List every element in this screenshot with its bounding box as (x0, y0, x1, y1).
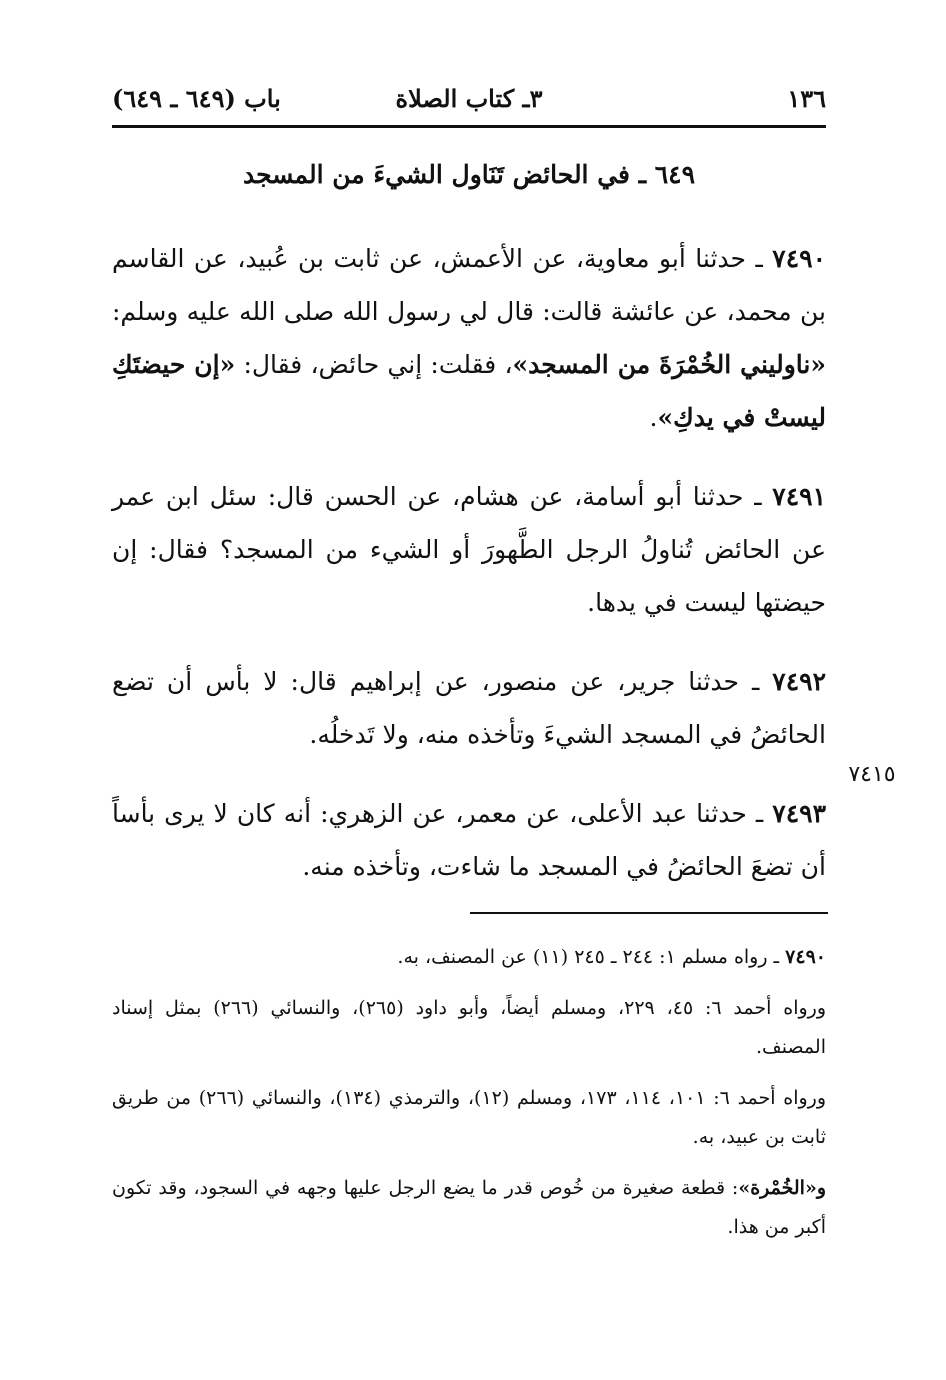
hadith-number: ٧٤٩١ (772, 482, 826, 511)
hadith-number: ٧٤٩٠ (772, 244, 826, 273)
hadith-quote: «ناوليني الخُمْرَةَ من المسجد» (512, 350, 826, 379)
footnote-1 (112, 938, 826, 977)
footnote-text: ـ رواه مسلم ١: ٢٤٤ ـ ٢٤٥ (١١) عن المصنف، به. (397, 946, 786, 968)
hadith-text: ، فقلت: إني حائض، فقال: (235, 350, 513, 379)
hadith-text: ـ حدثنا أبو أسامة، عن هشام، عن الحسن قال: سئل ابن عمر عن الحائض تُناولُ الرجل الطَّهورَ أو الشيء من المسجد؟ فقال: إن حيضتها ليست في يدها. (112, 482, 826, 617)
footnote-number: ٧٤٩٠ (785, 946, 826, 968)
hadith-7490 (112, 232, 826, 444)
chapter-range: باب (٦٤٩ ـ ٦٤٩) (112, 84, 281, 113)
hadith-7493 (112, 787, 826, 893)
page-header (112, 80, 826, 120)
hadith-number: ٧٤٩٣ (772, 799, 826, 828)
main-text (112, 232, 826, 919)
hadith-7491 (112, 470, 826, 629)
footnote-text: : قطعة صغيرة من خُوص قدر ما يضع الرجل عليها وجهه في السجود، وقد تكون أكبر من هذا. (112, 1177, 826, 1238)
hadith-text: ـ حدثنا أبو معاوية، عن الأعمش، عن ثابت بن عُبيد، عن القاسم بن محمد، عن عائشة قالت: قال لي رسول الله صلى الله عليه وسلم: (112, 244, 826, 326)
margin-reference-number: ٧٤١٥ (848, 762, 896, 787)
chapter-title: ٦٤٩ ـ في الحائض تَنَاول الشيءَ من المسجد (242, 160, 696, 189)
footnote-rule (470, 912, 828, 914)
book-title: ٣ـ كتاب الصلاة (395, 84, 543, 113)
hadith-text: ـ حدثنا عبد الأعلى، عن معمر، عن الزهري: أنه كان لا يرى بأساً أن تضعَ الحائضُ في المسجد ما شاءت، وتأخذه منه. (112, 799, 826, 881)
footnote-3: ورواه أحمد ٦: ١٠١، ١١٤، ١٧٣، ومسلم (١٢)، والترمذي (١٣٤)، والنسائي (٢٦٦) من طريق ثابت بن عبيد، به. (112, 1087, 826, 1148)
footnote-term: و«الخُمْرة» (738, 1177, 826, 1199)
hadith-text: ـ حدثنا جرير، عن منصور، عن إبراهيم قال: لا بأس أن تضع الحائضُ في المسجد الشيءَ وتأخذه منه، ولا تَدخلُه. (112, 667, 826, 749)
page-number: ١٣٦ (787, 84, 826, 113)
footnote-4 (112, 1169, 826, 1247)
header-rule (112, 125, 826, 128)
hadith-quote: «إن حيضتَكِ ليستْ في يدكِ» (112, 350, 826, 432)
hadith-number: ٧٤٩٢ (772, 667, 826, 696)
hadith-7492 (112, 655, 826, 761)
footnote-2: ورواه أحمد ٦: ٤٥، ٢٢٩، ومسلم أيضاً، وأبو داود (٢٦٥)، والنسائي (٢٦٦) بمثل إسناد المصنف. (112, 997, 826, 1058)
footnotes (112, 938, 826, 1259)
hadith-text: . (649, 403, 658, 432)
